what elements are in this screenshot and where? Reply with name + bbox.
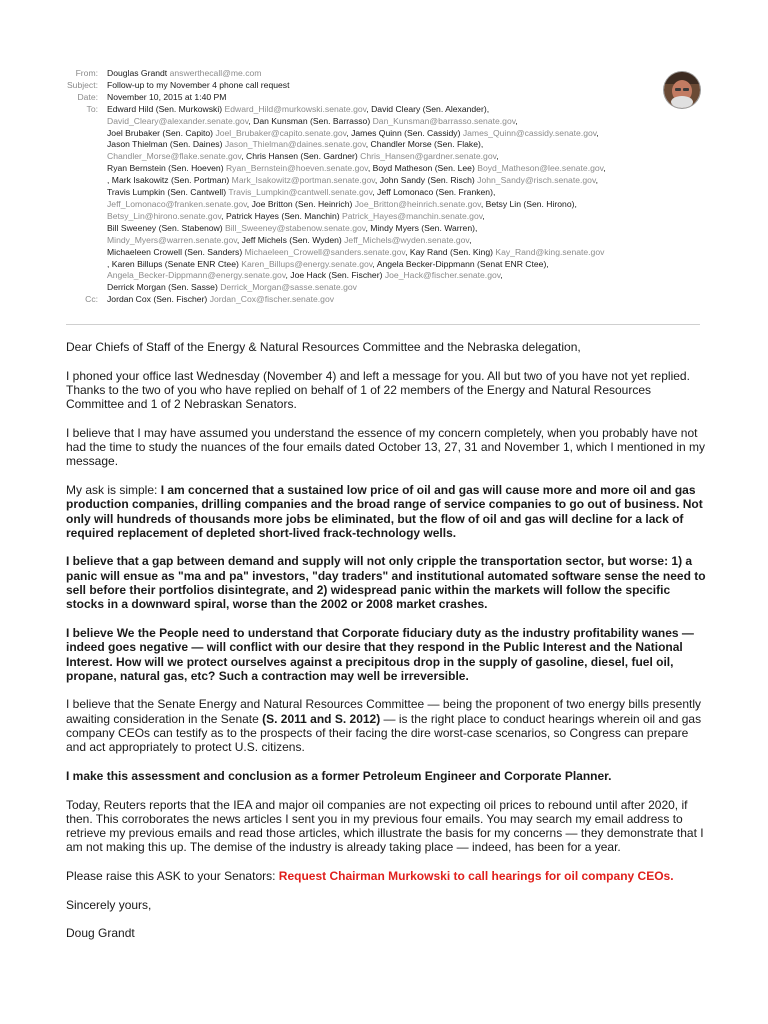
bill-numbers: (S. 2011 and S. 2012) [262,711,381,726]
recipient-name[interactable]: Jeff Michels (Sen. Wyden) [241,234,342,245]
cc-recipient-email[interactable]: Jordan_Cox@fischer.senate.gov [209,294,335,305]
to-row [0,104,768,295]
recipient-line: Edward Hild (Sen. Murkowski) Edward_Hild@murkowski.senate.gov, David Cleary (Sen. Alexander), [107,103,490,114]
subject-text: Follow-up to my November 4 phone call request [107,79,290,90]
recipient-name[interactable]: Chandler Morse (Sen. Flake) [370,139,481,150]
recipient-line: Bill Sweeney (Sen. Stabenow) Bill_Sweeney@stabenow.senate.gov, Mindy Myers (Sen. Warren), [107,222,478,233]
recipient-email[interactable]: Travis_Lumpkin@cantwell.senate.gov [228,187,373,198]
recipient-email[interactable]: Betsy_Lin@hirono.senate.gov [107,210,222,221]
recipient-email[interactable]: Michaeleen_Crowell@sanders.senate.gov [244,246,406,257]
recipient-line: Jeff_Lomonaco@franken.senate.gov, Joe Britton (Sen. Heinrich) Joe_Britton@heinrich.senate.gov, Betsy Lin (Sen. Hirono), [107,198,577,209]
signature: Doug Grandt [66,926,135,941]
recipient-line: Angela_Becker-Dippmann@energy.senate.gov, Joe Hack (Sen. Fischer) Joe_Hack@fischer.senate.gov, [107,270,503,281]
recipient-line [107,282,707,294]
recipient-line: Joel Brubaker (Sen. Capito) Joel_Brubaker@capito.senate.gov, James Quinn (Sen. Cassidy) James_Quinn@cassidy.senate.gov, [107,127,599,138]
sender-email[interactable]: answerthecall@me.com [169,68,262,78]
subject-row [0,80,768,92]
recipient-name[interactable]: Patrick Hayes (Sen. Manchin) [225,210,340,221]
recipient-email[interactable]: Jason_Thielman@daines.senate.gov [224,139,366,150]
recipient-name[interactable]: Mark Isakowitz (Sen. Portman) [111,175,230,186]
paragraph-7-bold: I make this assessment and conclusion as a former Petroleum Engineer and Corporate Planner. [66,768,612,783]
recipient-name[interactable]: Mindy Myers (Sen. Warren) [370,222,475,233]
recipient-email[interactable]: Dan_Kunsman@barrasso.senate.gov [372,115,516,126]
recipient-email[interactable]: Jeff_Michels@wyden.senate.gov [344,234,470,245]
recipient-email[interactable]: Angela_Becker-Dippmann@energy.senate.gov [107,270,286,281]
recipient-email[interactable]: Chandler_Morse@flake.senate.gov [107,151,242,162]
paragraph-6-a: I believe that the Senate Energy and Natural Resources Committee — being the proponent of two energy bills presently awaiting consideration in the Senate [66,697,702,726]
recipient-name[interactable]: Betsy Lin (Sen. Hirono) [485,198,575,209]
paragraph-5 [66,626,706,683]
sender-avatar [664,72,700,108]
recipient-name[interactable]: Jason Thielman (Sen. Daines) [107,139,223,150]
recipient-name[interactable]: James Quinn (Sen. Cassidy) [351,127,461,138]
from-row [0,68,768,80]
recipient-email[interactable]: Jeff_Lomonaco@franken.senate.gov [107,198,247,209]
email-header [0,68,768,306]
paragraph-6 [66,697,706,754]
recipient-name[interactable]: Michaeleen Crowell (Sen. Sanders) [107,246,243,257]
ask-request: Request Chairman Murkowski to call hearings for oil company CEOs. [278,868,674,883]
header-divider [66,324,700,325]
paragraph-6-c: — is the right place to conduct hearings wherein oil and gas company CEOs can testify as to the prospects of their facing the dire worst-case scenarios, so Congress can prepare and act appropriately to protect U.S. citizens. [66,711,702,755]
recipient-name[interactable]: John Sandy (Sen. Risch) [379,175,475,186]
recipient-line: , Karen Billups (Senate ENR Ctee) Karen_Billups@energy.senate.gov, Angela Becker-Dippmann (Senat ENR Ctee), [107,258,549,269]
recipient-email[interactable]: David_Cleary@alexander.senate.gov [107,115,249,126]
recipient-name[interactable]: Angela Becker-Dippmann (Senat ENR Ctee) [376,258,547,269]
recipient-email[interactable]: Bill_Sweeney@stabenow.senate.gov [225,222,366,233]
recipient-line: Chandler_Morse@flake.senate.gov, Chris Hansen (Sen. Gardner) Chris_Hansen@gardner.senate.gov, [107,151,499,162]
recipient-email[interactable]: Joe_Hack@fischer.senate.gov [384,270,501,281]
cc-label: Cc: [85,294,98,305]
paragraph-1: I phoned your office last Wednesday (November 4) and left a message for you. All but two of you have not yet replied. Thanks to the two of you who have replied on behalf of 1 of 22 members of the Energy and Natural Resources Committee and 1 of 2 Nebraskan Senators. [66,368,690,412]
paragraph-8: Today, Reuters reports that the IEA and major oil companies are not expecting oil prices to rebound until after 2020, if then. This corroborates the news articles I sent you in my previous four emails. You may search my email address to retrieve my previous emails and read those articles, which illustrate the basis for my concerns — they demonstrate that I am not making this up. The demise of the industry is already taking place — indeed, has been for a year. [66,797,704,855]
avatar-photo [664,72,700,108]
recipient-email[interactable]: Edward_Hild@murkowski.senate.gov [224,103,367,114]
recipient-email[interactable]: Boyd_Matheson@lee.senate.gov [477,163,604,174]
recipient-name[interactable]: Travis Lumpkin (Sen. Cantwell) [107,187,227,198]
email-body [66,340,706,955]
paragraph-3-bold: I am concerned that a sustained low price of oil and gas will cause more and more oil and gas production companies, drilling companies and the broad range of service companies to go out of business. Not only will hundreds of thousands more jobs be eliminated, but the flow of oil and gas will decline for a lack of required replacement of depleted short-lived frack-technology wells. [66,482,703,540]
recipient-name[interactable]: Chris Hansen (Sen. Gardner) [245,151,358,162]
date-text: November 10, 2015 at 1:40 PM [107,91,227,102]
recipient-name[interactable]: Derrick Morgan (Sen. Sasse) [107,282,218,293]
recipient-name[interactable]: Ryan Bernstein (Sen. Hoeven) [107,163,224,174]
recipient-email[interactable]: Chris_Hansen@gardner.senate.gov [360,151,497,162]
recipient-email[interactable]: John_Sandy@risch.senate.gov [477,175,596,186]
sender-name[interactable]: Douglas Grandt [107,68,168,78]
closing: Sincerely yours, [66,897,152,912]
recipient-email[interactable]: Derrick_Morgan@sasse.senate.gov [220,282,357,293]
ask-lead: Please raise this ASK to your Senators: [66,868,279,883]
recipient-line: Mindy_Myers@warren.senate.gov, Jeff Michels (Sen. Wyden) Jeff_Michels@wyden.senate.gov, [107,234,472,245]
paragraph-4 [66,554,706,611]
cc-row [0,294,768,306]
recipient-email[interactable]: Mindy_Myers@warren.senate.gov [107,234,237,245]
recipient-line: , Mark Isakowitz (Sen. Portman) Mark_Isakowitz@portman.senate.gov, John Sandy (Sen. Risch) John_Sandy@risch.senate.gov, [107,175,598,186]
cc-recipient-name[interactable]: Jordan Cox (Sen. Fischer) [107,294,208,305]
recipient-email[interactable]: Joel_Brubaker@capito.senate.gov [215,127,347,138]
recipient-list [107,104,707,295]
date-row [0,92,768,104]
subject-label: Subject: [66,79,98,90]
recipient-email[interactable]: Joe_Britton@heinrich.senate.gov [354,198,481,209]
recipient-line: David_Cleary@alexander.senate.gov, Dan Kunsman (Sen. Barrasso) Dan_Kunsman@barrasso.senate.gov, [107,115,518,126]
recipient-name[interactable]: Boyd Matheson (Sen. Lee) [372,163,475,174]
recipient-name[interactable]: Joel Brubaker (Sen. Capito) [107,127,214,138]
recipient-name[interactable]: Joe Britton (Sen. Heinrich) [251,198,353,209]
recipient-name[interactable]: Joe Hack (Sen. Fischer) [290,270,383,281]
recipient-name[interactable]: Bill Sweeney (Sen. Stabenow) [107,222,223,233]
recipient-name[interactable]: Dan Kunsman (Sen. Barrasso) [253,115,371,126]
recipient-name[interactable]: Edward Hild (Sen. Murkowski) [107,103,223,114]
paragraph-2: I believe that I may have assumed you understand the essence of my concern completely, when you probably have not had the time to study the nuances of the four emails dated October 13, 27, 31 and November 1, which I mentioned in my message. [66,425,706,469]
paragraph-4-bold: I believe that a gap between demand and supply will not only cripple the transportation sector, but worse: 1) a panic will ensue as "ma and pa" investors, "day traders" and institutional automated software sense the need to sell before their portfolios disintegrate, and 2) widespread panic within the markets will follow the specific stocks in a downward spiral, worse than the 2002 or 2008 market crashes. [66,554,706,612]
recipient-name[interactable]: Kay Rand (Sen. King) [409,246,493,257]
paragraph-7 [66,769,706,783]
to-label: To: [86,103,98,114]
recipient-email[interactable]: Karen_Billups@energy.senate.gov [241,258,373,269]
recipient-email[interactable]: Ryan_Bernstein@hoeven.senate.gov [225,163,368,174]
recipient-name[interactable]: David Cleary (Sen. Alexander) [371,103,487,114]
recipient-email[interactable]: Mark_Isakowitz@portman.senate.gov [231,175,375,186]
paragraph-3 [66,483,706,540]
recipient-line: Michaeleen Crowell (Sen. Sanders) Michaeleen_Crowell@sanders.senate.gov, Kay Rand (Sen. King) Kay_Rand@king.senate.gov [107,246,605,257]
recipient-email[interactable]: James_Quinn@cassidy.senate.gov [462,127,597,138]
from-label: From: [75,68,98,78]
recipient-email[interactable]: Patrick_Hayes@manchin.senate.gov [342,210,483,221]
paragraph-3-lead: My ask is simple: [66,482,161,497]
recipient-name[interactable]: Karen Billups (Senate ENR Ctee) [111,258,239,269]
recipient-line: Jason Thielman (Sen. Daines) Jason_Thielman@daines.senate.gov, Chandler Morse (Sen. Flake), [107,139,484,150]
recipient-name[interactable]: Jeff Lomonaco (Sen. Franken) [377,187,493,198]
recipient-line: Betsy_Lin@hirono.senate.gov, Patrick Hayes (Sen. Manchin) Patrick_Hayes@manchin.senate.gov, [107,210,485,221]
recipient-line: Ryan Bernstein (Sen. Hoeven) Ryan_Bernstein@hoeven.senate.gov, Boyd Matheson (Sen. Lee) Boyd_Matheson@lee.senate.gov, [107,163,606,174]
paragraph-5-bold: I believe We the People need to understand that Corporate fiduciary duty as the industry profitability wanes — indeed goes negative — will conflict with our desire that they respond in the Public Interest and the National Interest. How will we protect ourselves against a precipitous drop in the supply of gasoline, diesel, fuel oil, propane, natural gas, etc? Such a contraction may well be irreversible. [66,625,694,683]
date-label: Date: [77,91,98,102]
recipient-email[interactable]: Kay_Rand@king.senate.gov [495,246,605,257]
recipient-line: Travis Lumpkin (Sen. Cantwell) Travis_Lumpkin@cantwell.senate.gov, Jeff Lomonaco (Sen. Franken), [107,187,496,198]
greeting: Dear Chiefs of Staff of the Energy & Natural Resources Committee and the Nebraska delegation, [66,340,581,354]
paragraph-9 [66,869,706,883]
